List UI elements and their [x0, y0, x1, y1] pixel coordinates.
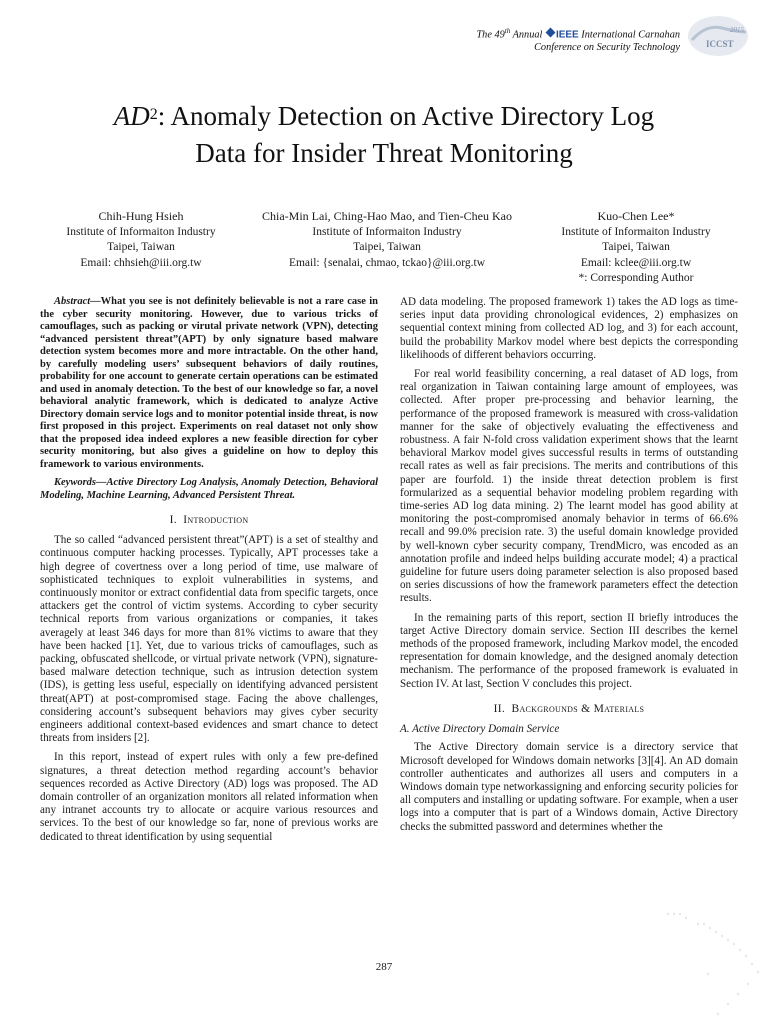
logo-text: ICCST: [706, 39, 734, 49]
author-name: Chia-Min Lai, Ching-Hao Mao, and Tien-Cheu Kao: [262, 209, 512, 223]
conference-line-1: The 49th Annual IEEE International Carnahan: [476, 27, 680, 41]
author-location: Taipei, Taiwan: [353, 241, 421, 253]
conference-line-2: Conference on Security Technology: [534, 42, 680, 54]
author-email: Email: chhsieh@iii.org.tw: [80, 256, 202, 269]
author-location: Taipei, Taiwan: [602, 241, 670, 253]
paragraph: For real world feasibility concerning, a real dataset of AD logs, from real organization in Taiwan containing large amount of employees, was collected. After proper pre-processing and behavior learning, the performance of the proposed framework is measured with cross-validation manner for the sake of objectively evaluating the effectiveness and robustness. A fair N-fold cross validation experiment shows that the learnt behavioral Markov model gives successful results in terms of outstanding recall rates as well as fair precisions. The merits and contributions of this paper are fourfold. 1) the inside threat detection problem is first formularized as a sequential behavior modeling problem regarding with time-series AD log data mining. 2) The learnt model has good ability at monitoring the post-compromised anomaly behavior in terms of 66.6% recall and 99.0% precision rate. 3) the useful domain knowledge provided by well-known cyber security company, TrendMicro, was encoded as an annotation profile and indeed helps building accurate model; 4) a practical guideline for future users doing parameter selection is also proposed based on series discussions of how the framework parameters effect the detection results.: [400, 368, 738, 605]
subsection-heading: A. Active Directory Domain Service: [400, 723, 560, 736]
paragraph: In the remaining parts of this report, section II briefly introduces the target Active Directory domain service. Section III describes the kernel methods of the proposed framework, including Markov model, the encoded representation for domain knowledge, and the designed anomaly detection mechanism. The performance of the proposed framework is evaluated in Section IV. At last, Section V concludes this project.: [400, 611, 738, 690]
iccst-logo-icon: [686, 14, 750, 58]
author-name: Kuo-Chen Lee*: [597, 209, 675, 223]
author-email: Email: kclee@iii.org.tw: [580, 256, 692, 269]
paragraph: The so called “advanced persistent threat”(APT) is a set of stealthy and continuous computer hacking processes. Typically, APT processes take a high degree of covertness over a long period of time, use malware of sophisticated techniques to exploit vulnerabilities in systems, and continuously monitor or extract confidential data from specific targets, once attackers get the control of victim systems. According to cyber security technical reports from various organizations or companies, it takes averagely at least 346 days for more than 81% victims to aware that they have been hacked [1]. Yet, due to various tricks of camouflages, such as packing, obfuscated shellcode, or virtual private network (VPN), signature-based malware detection technique, such as intrusion detection system (IDS), is getting less useful, especially on identifying advanced persistent threat(APT) at post-compromised stage. Facing the above challenges, considering account’s subsequent behaviors may gives cyber security engineers additional context-based evidences and smart chance to detect threats from insiders [2].: [40, 534, 378, 745]
left-column: [40, 296, 378, 850]
author-block-2: [232, 209, 542, 271]
section-heading-backgrounds: II. Backgrounds & Materials: [493, 702, 645, 715]
author-block-1: [46, 209, 236, 271]
corresponding-author-note: *: Corresponding Author: [578, 272, 694, 284]
author-affiliation: Institute of Informaiton Industry: [66, 225, 216, 238]
conference-header: [360, 25, 680, 54]
keywords: Keywords—Active Directory Log Analysis, Anomaly Detection, Behavioral Modeling, Machine Learning, Advanced Persistent Threat.: [40, 477, 378, 501]
paragraph: In this report, instead of expert rules with only a few pre-defined signatures, a threat detection method regarding account’s behavior sequences recorded as Active Directory (AD) logs was proposed. The AD domain controller of an organization monitors all related information when any intranet accounts try to allocate or acquire various resources and services. To the best of our knowledge so far, none of previous works are dedicated to threat identification by using sequential: [40, 751, 378, 843]
author-name: Chih-Hung Hsieh: [98, 209, 184, 223]
paragraph: The Active Directory domain service is a directory service that Microsoft developed for Windows domain networks [3][4]. An AD domain controller authenticates and authorizes all users and computers in a Windows domain type networkassigning and enforcing security policies for all computers and installing or updating software. For example, when a user logs into a computer that is part of a Windows domain, Active Directory checks the submitted password and determines whether the: [400, 741, 738, 833]
right-column: [400, 296, 738, 840]
abstract: Abstract—What you see is not definitely believable is not a rare case in the cyber security monitoring. However, due to various tricks of camouflages, such as packing or virutal private network (VPN), detecting “advanced persistent threat”(APT) by only signature based malware detection system becomes more and more intractable. On the other hand, by carefully modeling users’ subsequent behaviors of daily routines, probability for one account to generate certain operations can be estimated and used in anomaly detection. To the best of our knowledge so far, a novel behavioral analytic framework, which is dedicated to analyze Active Directory domain service logs and to monitor potential inside threat, is now first proposed in this project. Experiments on real dataset not only show that the proposed idea indeed explores a new feasible direction for cyber security monitoring, but also gives a guideline on how to deploy this framework to various environments.: [40, 296, 378, 470]
logo-year: 2015: [730, 26, 744, 34]
author-affiliation: Institute of Informaiton Industry: [312, 225, 462, 238]
author-block-3: [538, 209, 734, 287]
author-affiliation: Institute of Informaiton Industry: [561, 225, 711, 238]
author-location: Taipei, Taiwan: [107, 241, 175, 253]
paragraph: AD data modeling. The proposed framework 1) takes the AD logs as time-series input data providing chronological evidences, 2) emphasizes on sequential context mining from collected AD log, and 3) for each account, build the probability Markov model where best depicts the corresponding likelihoods of different behaviors occurring.: [400, 296, 738, 361]
page-number: 287: [375, 961, 393, 973]
ieee-diamond-icon: [545, 28, 555, 38]
paper-title: $AD^2$: Anomaly Detection on Active Directory Log Data for Insider Threat Monitoring: [113, 101, 655, 168]
author-email: Email: {senalai, chmao, tckao}@iii.org.tw: [288, 256, 486, 269]
section-heading-introduction: I. Introduction: [169, 514, 249, 526]
map-watermark-icon: [608, 874, 768, 1024]
